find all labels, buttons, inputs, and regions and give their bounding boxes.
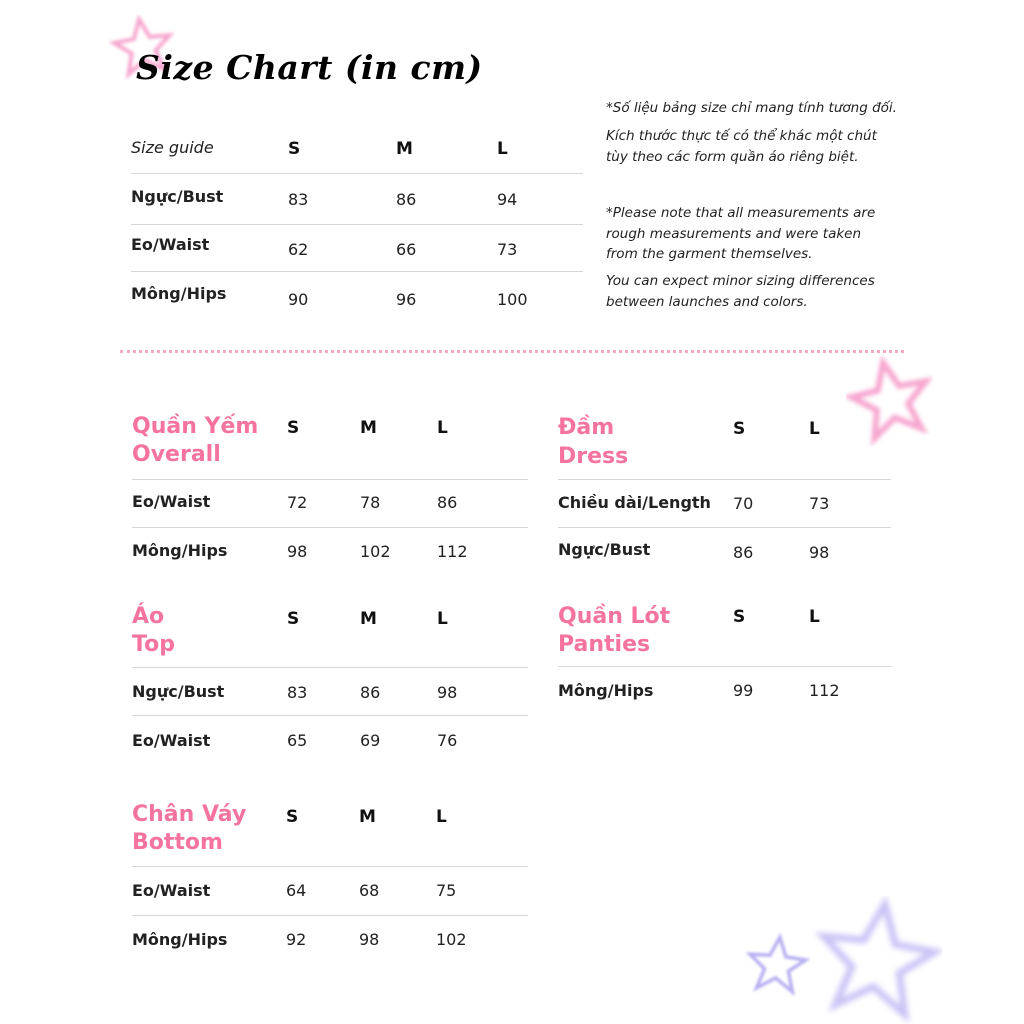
cell-value: 65: [287, 731, 308, 750]
row-label: Mông/Hips: [558, 681, 654, 700]
cell-value: 86: [437, 493, 458, 512]
top-title-vi: Áo: [132, 604, 165, 629]
cell-value: 83: [288, 190, 309, 209]
overall-title-vi: Quần Yếm: [132, 414, 259, 439]
col-header-s: S: [733, 607, 746, 627]
cell-value: 102: [360, 542, 391, 561]
cell-value: 112: [809, 681, 840, 700]
row-label: Mông/Hips: [131, 284, 227, 303]
col-header-l: L: [809, 419, 820, 439]
note-en-1: *Please note that all measurements are rough measurements and were taken from the garment themselves.: [606, 205, 876, 262]
table-divider: [131, 173, 583, 174]
cell-value: 100: [497, 290, 528, 309]
cell-value: 64: [286, 881, 307, 900]
top-title-en: Top: [132, 632, 175, 657]
table-divider: [132, 915, 528, 916]
table-divider: [132, 527, 528, 528]
table-divider: [558, 527, 891, 528]
cell-value: 92: [286, 930, 307, 949]
cell-value: 86: [360, 683, 381, 702]
col-header-s: S: [286, 807, 299, 827]
cell-value: 66: [396, 240, 417, 259]
cell-value: 98: [359, 930, 380, 949]
col-header-s: S: [733, 419, 746, 439]
col-header-l: L: [436, 807, 447, 827]
row-label: Eo/Waist: [132, 731, 211, 750]
row-label: Eo/Waist: [131, 235, 210, 254]
star-bottom-large-icon: [812, 896, 942, 1024]
row-label: Chiều dài/Length: [558, 493, 711, 512]
row-label: Mông/Hips: [132, 541, 228, 560]
col-header-m: M: [396, 139, 413, 159]
note-vi-2: Kích thước thực tế có thể khác một chút tùy theo các form quần áo riêng biệt.: [606, 128, 877, 165]
table-divider: [131, 224, 583, 225]
cell-value: 73: [809, 494, 830, 513]
cell-value: 96: [396, 290, 417, 309]
table-divider: [132, 667, 528, 668]
size-guide-label: Size guide: [131, 138, 214, 157]
cell-value: 112: [437, 542, 468, 561]
cell-value: 99: [733, 681, 754, 700]
table-divider: [132, 866, 528, 867]
col-header-m: M: [359, 807, 376, 827]
cell-value: 69: [360, 731, 381, 750]
cell-value: 75: [436, 881, 457, 900]
table-divider: [131, 271, 583, 272]
overall-title-en: Overall: [132, 442, 221, 467]
star-bottom-small-icon: [742, 932, 812, 998]
panties-title-vi: Quần Lót: [558, 604, 671, 629]
table-divider: [132, 479, 528, 480]
col-header-s: S: [287, 609, 300, 629]
cell-value: 76: [437, 731, 458, 750]
cell-value: 70: [733, 494, 754, 513]
row-label: Eo/Waist: [132, 881, 211, 900]
section-divider: [120, 350, 904, 353]
col-header-l: L: [809, 607, 820, 627]
col-header-m: M: [360, 609, 377, 629]
row-label: Ngực/Bust: [131, 187, 224, 206]
cell-value: 98: [437, 683, 458, 702]
cell-value: 94: [497, 190, 518, 209]
cell-value: 102: [436, 930, 467, 949]
row-label: Ngực/Bust: [558, 540, 651, 559]
note-vi-1: *Số liệu bảng size chỉ mang tính tương đối.: [606, 100, 897, 116]
cell-value: 83: [287, 683, 308, 702]
star-right-icon: [846, 352, 936, 448]
note-en-2: You can expect minor sizing differences between launches and colors.: [606, 273, 875, 310]
dress-title-vi: Đầm: [558, 415, 615, 440]
cell-value: 78: [360, 493, 381, 512]
cell-value: 90: [288, 290, 309, 309]
col-header-s: S: [288, 139, 301, 159]
row-label: Mông/Hips: [132, 930, 228, 949]
cell-value: 86: [396, 190, 417, 209]
table-divider: [558, 666, 891, 667]
table-divider: [558, 479, 891, 480]
row-label: Ngực/Bust: [132, 682, 225, 701]
col-header-l: L: [497, 139, 508, 159]
col-header-m: M: [360, 418, 377, 438]
col-header-s: S: [287, 418, 300, 438]
row-label: Eo/Waist: [132, 492, 211, 511]
cell-value: 62: [288, 240, 309, 259]
col-header-l: L: [437, 418, 448, 438]
cell-value: 73: [497, 240, 518, 259]
cell-value: 98: [809, 543, 830, 562]
panties-title-en: Panties: [558, 632, 651, 657]
col-header-l: L: [437, 609, 448, 629]
cell-value: 98: [287, 542, 308, 561]
dress-title-en: Dress: [558, 444, 629, 469]
bottom-title-vi: Chân Váy: [132, 802, 247, 827]
cell-value: 86: [733, 543, 754, 562]
cell-value: 72: [287, 493, 308, 512]
cell-value: 68: [359, 881, 380, 900]
table-divider: [132, 715, 528, 716]
page-title: Size Chart (in cm): [136, 48, 483, 87]
bottom-title-en: Bottom: [132, 830, 223, 855]
